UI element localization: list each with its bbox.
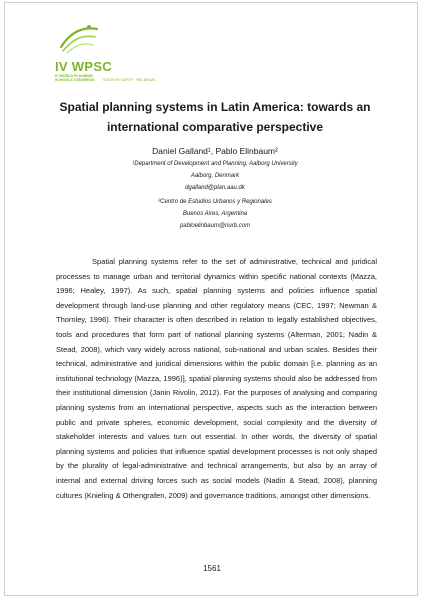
congress-logo — [55, 21, 175, 91]
page-number: 1561 — [203, 564, 221, 573]
affiliation-1-location: Aalborg, Denmark — [190, 173, 240, 179]
body-paragraph: Spatial planning systems refer to the set of administrative, technical and juridical processes to manage urban and territorial dynamics within specific national contexts (Mazza, 1996; Healey, 1997). As such, spatial planning systems and policies influence spatial development through land-use planning and other regulatory means (CEC, 1997; Newman & Thornley, 1996). Their character is often described in relation to legally established objectives, tools and procedures that form part of national planning systems (Alterman, 2001; Nadin & Stead, 2008), which vary widely across national, sub-national and urban scales. Besides their technical, administrative and juridical dimensions within the public domain [i.e. planning as an institutional technology (Mazza, 1996)], spatial planning systems should also be addressed from their institutional dimension (Janin Rivolin, 2012). For the purposes of analysing and comparing planning systems from an international perspective, aspects such as the interaction between public and private spheres, economic development, social complexity and the diversity of stakeholder interests and values turn out essential. In other words, the diversity of spatial planning systems and policies that influence spatial development processes is not only shaped by the plurality of legal-administrative and technical arrangements, but also by an array of internal and external driving forces such as social models (Nadin & Stead, 2008), planning cultures (Knieling & Othengrafen, 2009) and governance traditions, amongst other dimensions. — [56, 257, 377, 500]
document-page — [4, 2, 418, 596]
affiliation-2-institution: ²Centro de Estudios Urbanos y Regionales — [158, 199, 272, 205]
affiliation-2-email: pabloelinbaum@riurb.com — [179, 223, 251, 229]
paper-title: Spatial planning systems in Latin America: towards an international comparative perspective — [59, 100, 371, 134]
logo-subtitle: IV WORLD PLANNING SCHOOLS CONGRESS — [55, 74, 95, 83]
paper-authors: Daniel Galland¹, Pablo Elinbaum² — [152, 146, 278, 156]
affiliation-1-department: ¹Department of Development and Planning, Aalborg University — [132, 161, 298, 167]
affiliation-1-email: dgalland@plan.aau.dk — [185, 185, 245, 191]
affiliation-2-location: Buenos Aires, Argentina — [182, 211, 248, 217]
logo-tagline: SOUTH BY NORTH · RIO, BRAZIL — [103, 78, 157, 82]
globe-logo-icon — [55, 21, 101, 55]
logo-wordmark: IV WPSC — [55, 59, 112, 74]
